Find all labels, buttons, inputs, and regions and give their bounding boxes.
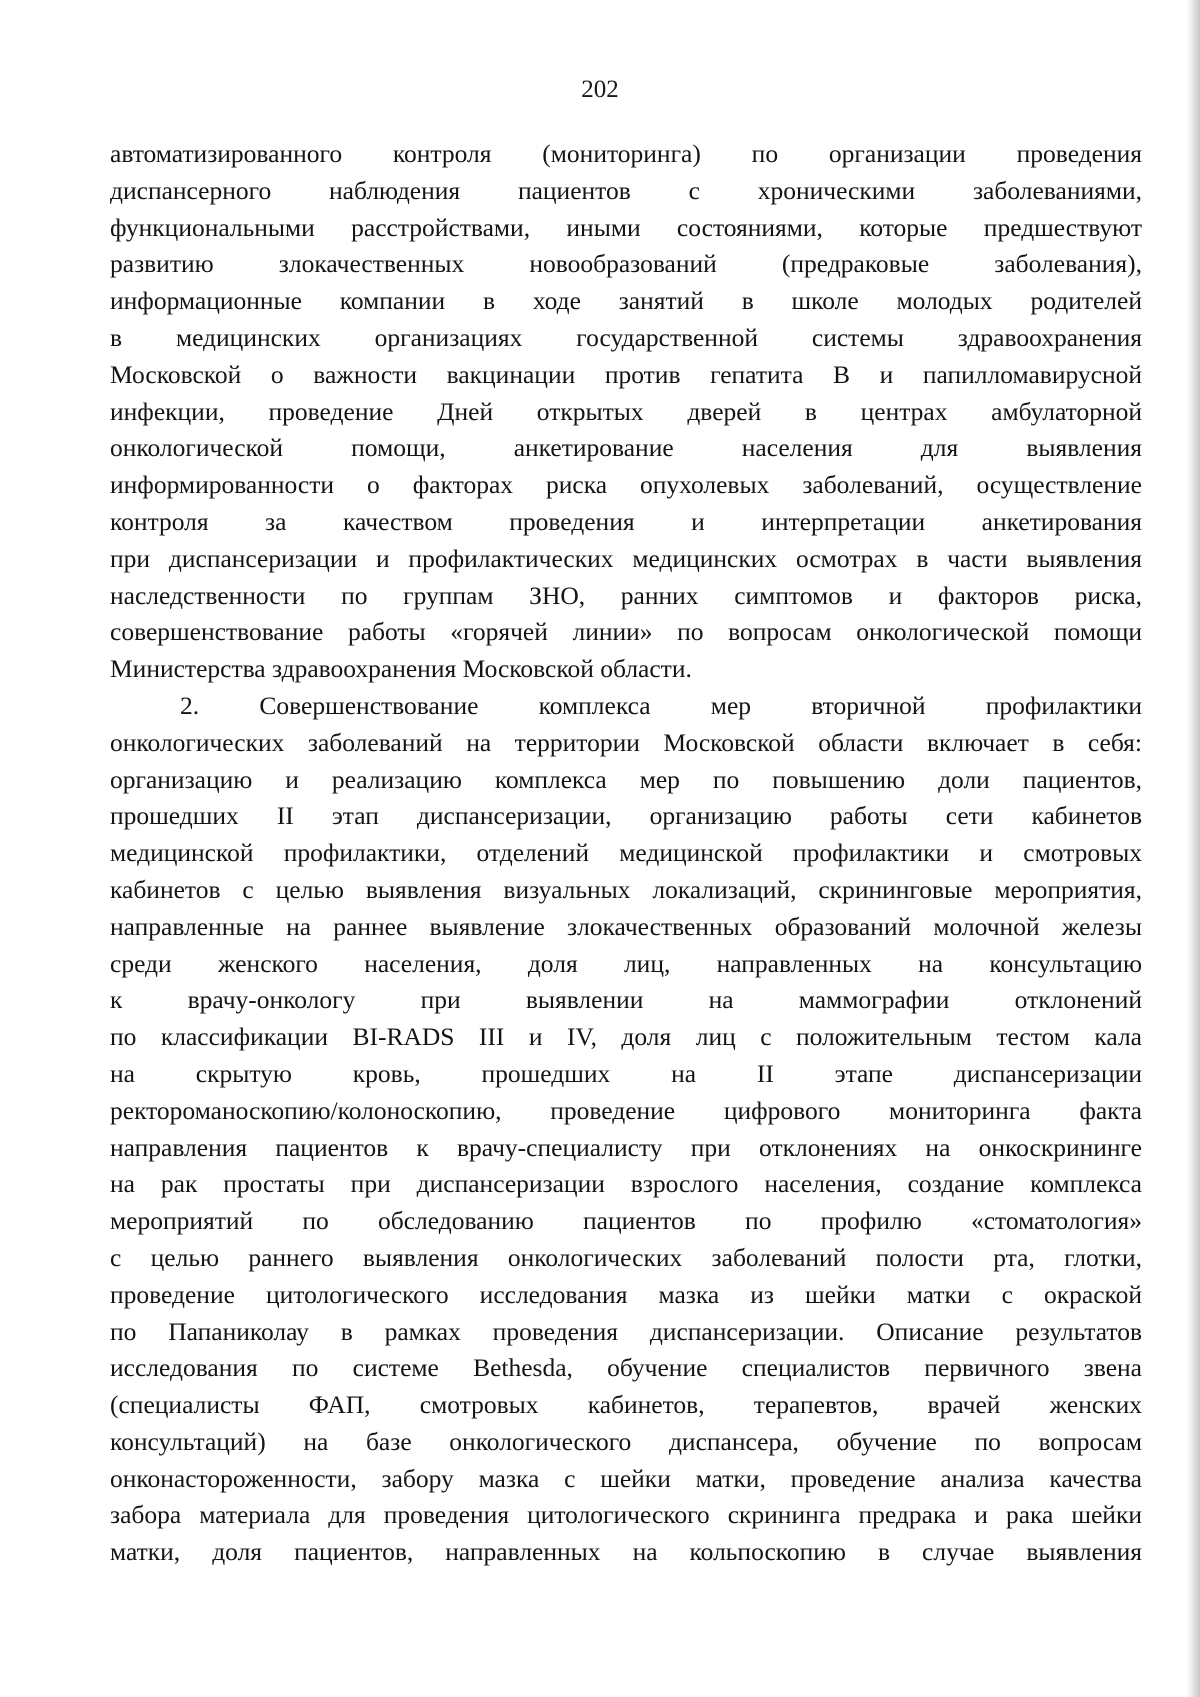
text-line: совершенствование работы «горячей линии» по вопросам онкологической помощи [110, 617, 1142, 647]
text-line: инфекции, проведение Дней открытых дверей в центрах амбулаторной [110, 396, 1142, 426]
text-line: организацию и реализацию комплекса мер по повышению доли пациентов, [110, 764, 1142, 794]
text-line: забора материала для проведения цитологического скрининга предрака и рака шейки [110, 1500, 1142, 1530]
text-line: направления пациентов к врачу-специалисту при отклонениях на онкоскрининге [110, 1132, 1142, 1162]
text-line: наследственности по группам ЗНО, ранних симптомов и факторов риска, [110, 580, 1142, 610]
text-line: онконастороженности, забору мазка с шейки матки, проведение анализа качества [110, 1463, 1142, 1493]
text-line: онкологических заболеваний на территории Московской области включает в себя: [110, 727, 1142, 757]
page-number: 202 [581, 76, 619, 103]
text-line: исследования по системе Bethesda, обучение специалистов первичного звена [110, 1353, 1142, 1383]
text-line: среди женского населения, доля лиц, направленных на консультацию [110, 948, 1142, 978]
text-line: с целью раннего выявления онкологических заболеваний полости рта, глотки, [110, 1242, 1142, 1272]
text-line: матки, доля пациентов, направленных на кольпоскопию в случае выявления [110, 1537, 1142, 1567]
text-line: на скрытую кровь, прошедших на II этапе диспансеризации [110, 1058, 1142, 1088]
text-line: автоматизированного контроля (мониторинга) по организации проведения [110, 139, 1142, 168]
scan-edge-shadow [1186, 0, 1200, 1697]
text-line: Московской о важности вакцинации против гепатита В и папилломавирусной [110, 359, 1142, 389]
text-line: Министерства здравоохранения Московской области. [110, 654, 692, 684]
text-line: контроля за качеством проведения и интерпретации анкетирования [110, 506, 1142, 536]
text-line: консультаций) на базе онкологического диспансера, обучение по вопросам [110, 1426, 1142, 1456]
paragraph-1 [110, 136, 1142, 688]
text-line: 2. Совершенствование комплекса мер вторичной профилактики [180, 690, 1142, 720]
text-line: кабинетов с целью выявления визуальных локализаций, скрининговые мероприятия, [110, 874, 1142, 904]
text-line: ректороманоскопию/колоноскопию, проведение цифрового мониторинга факта [110, 1095, 1142, 1125]
text-line: при диспансеризации и профилактических медицинских осмотрах в части выявления [110, 543, 1142, 573]
text-line: диспансерного наблюдения пациентов с хроническими заболеваниями, [110, 175, 1142, 205]
text-line: на рак простаты при диспансеризации взрослого населения, создание комплекса [110, 1169, 1142, 1199]
text-line: медицинской профилактики, отделений медицинской профилактики и смотровых [110, 838, 1142, 868]
text-line: прошедших II этап диспансеризации, организацию работы сети кабинетов [110, 801, 1142, 831]
document-body [110, 136, 1142, 1571]
text-line: мероприятий по обследованию пациентов по профилю «стоматология» [110, 1206, 1142, 1236]
text-line: в медицинских организациях государственной системы здравоохранения [110, 322, 1142, 352]
text-line: функциональными расстройствами, иными состояниями, которые предшествуют [110, 212, 1142, 242]
text-line: к врачу-онкологу при выявлении на маммографии отклонений [110, 985, 1142, 1015]
text-line: по Папаниколау в рамках проведения диспансеризации. Описание результатов [110, 1316, 1142, 1346]
text-line: (специалисты ФАП, смотровых кабинетов, терапевтов, врачей женских [110, 1390, 1142, 1420]
paragraph-2 [110, 688, 1142, 1571]
text-line: развитию злокачественных новообразований (предраковые заболевания), [110, 249, 1142, 279]
text-line: направленные на раннее выявление злокачественных образований молочной железы [110, 911, 1142, 941]
text-line: информированности о факторах риска опухолевых заболеваний, осуществление [110, 470, 1142, 500]
text-line: онкологической помощи, анкетирование населения для выявления [110, 433, 1142, 463]
text-line: информационные компании в ходе занятий в школе молодых родителей [110, 286, 1142, 316]
text-line: проведение цитологического исследования мазка из шейки матки с окраской [110, 1279, 1142, 1309]
text-line: по классификации BI-RADS III и IV, доля лиц с положительным тестом кала [110, 1022, 1142, 1052]
